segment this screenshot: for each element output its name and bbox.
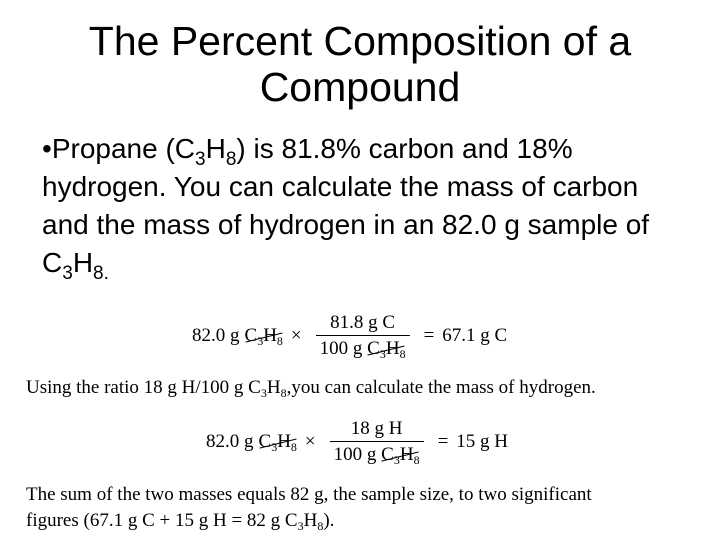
subscript: 8	[290, 440, 297, 454]
subscript: 8	[317, 519, 324, 533]
ratio-text-part: H	[266, 377, 281, 398]
hydrogen-mass-equation	[206, 418, 508, 466]
subscript: 3	[393, 453, 400, 467]
ratio-text-part: ,you can calculate the mass of hydrogen.	[286, 377, 596, 398]
fraction-denominator	[316, 335, 410, 360]
bullet-text-part: H	[205, 133, 226, 164]
fraction-numerator: 81.8 g C	[330, 312, 396, 333]
subscript: 8	[413, 453, 420, 467]
equals-sign: =	[423, 325, 435, 346]
denominator-unit	[367, 338, 405, 360]
sum-line-2	[26, 508, 716, 534]
ratio-sentence	[26, 375, 596, 401]
subscript: 3	[260, 386, 267, 400]
sum-text-part: ).	[323, 510, 335, 531]
subscript: 3	[379, 347, 386, 361]
sum-text-part: figures (67.1 g C + 15 g H = 82 g C	[26, 510, 298, 531]
equals-sign: =	[437, 431, 449, 452]
eq-lhs-value: 82.0 g	[206, 431, 254, 452]
conversion-fraction	[316, 312, 410, 360]
fraction-numerator: 18 g H	[350, 418, 403, 439]
unit-c: C	[244, 325, 258, 346]
unit-h: H	[263, 325, 277, 346]
subscript: 8	[225, 149, 237, 170]
bullet-text-part: Propane (C	[51, 133, 195, 164]
unit-h: H	[399, 444, 414, 465]
denominator-value: 100 g	[319, 338, 363, 359]
conversion-fraction	[330, 418, 424, 466]
unit-c: C	[258, 431, 272, 452]
unit-h: H	[277, 431, 291, 452]
title-line-2: Compound	[259, 64, 461, 110]
bullet-text	[42, 130, 682, 282]
eq-result: 67.1 g C	[442, 325, 508, 346]
bullet-text-part: H	[72, 247, 94, 278]
bullet-marker: •	[42, 133, 52, 164]
subscript: 8.	[93, 263, 109, 284]
title-line-1: The Percent Composition of a	[88, 18, 632, 64]
bullet-text-part: ) is 81.8% carbon and 18% hydrogen. You can calculate the mass of carbon and the mass of hydrogen in an 82.0 g sample of C	[42, 133, 650, 278]
sum-sentence	[26, 482, 716, 534]
subscript: 3	[62, 263, 73, 284]
carbon-mass-equation	[192, 312, 507, 360]
subscript: 3	[297, 519, 304, 533]
subscript: 8	[276, 334, 283, 348]
subscript: 8	[399, 347, 406, 361]
sum-line-1: The sum of the two masses equals 82 g, the sample size, to two significant	[26, 484, 592, 505]
eq-lhs-unit	[245, 325, 283, 347]
eq-lhs-unit	[259, 431, 297, 453]
fraction-denominator	[330, 441, 424, 466]
times-sign: ×	[304, 431, 316, 452]
unit-c: C	[381, 444, 394, 465]
subscript: 8	[280, 386, 287, 400]
unit-c: C	[367, 338, 380, 359]
subscript: 3	[257, 334, 264, 348]
eq-result: 15 g H	[456, 431, 509, 452]
denominator-value: 100 g	[333, 444, 377, 465]
ratio-text-part: Using the ratio 18 g H/100 g C	[26, 377, 261, 398]
eq-lhs-value: 82.0 g	[192, 325, 240, 346]
subscript: 3	[195, 149, 206, 170]
slide-title	[20, 18, 700, 110]
sum-text-part: H	[303, 510, 318, 531]
times-sign: ×	[290, 325, 302, 346]
subscript: 3	[271, 440, 278, 454]
unit-h: H	[385, 338, 400, 359]
denominator-unit	[381, 444, 419, 466]
